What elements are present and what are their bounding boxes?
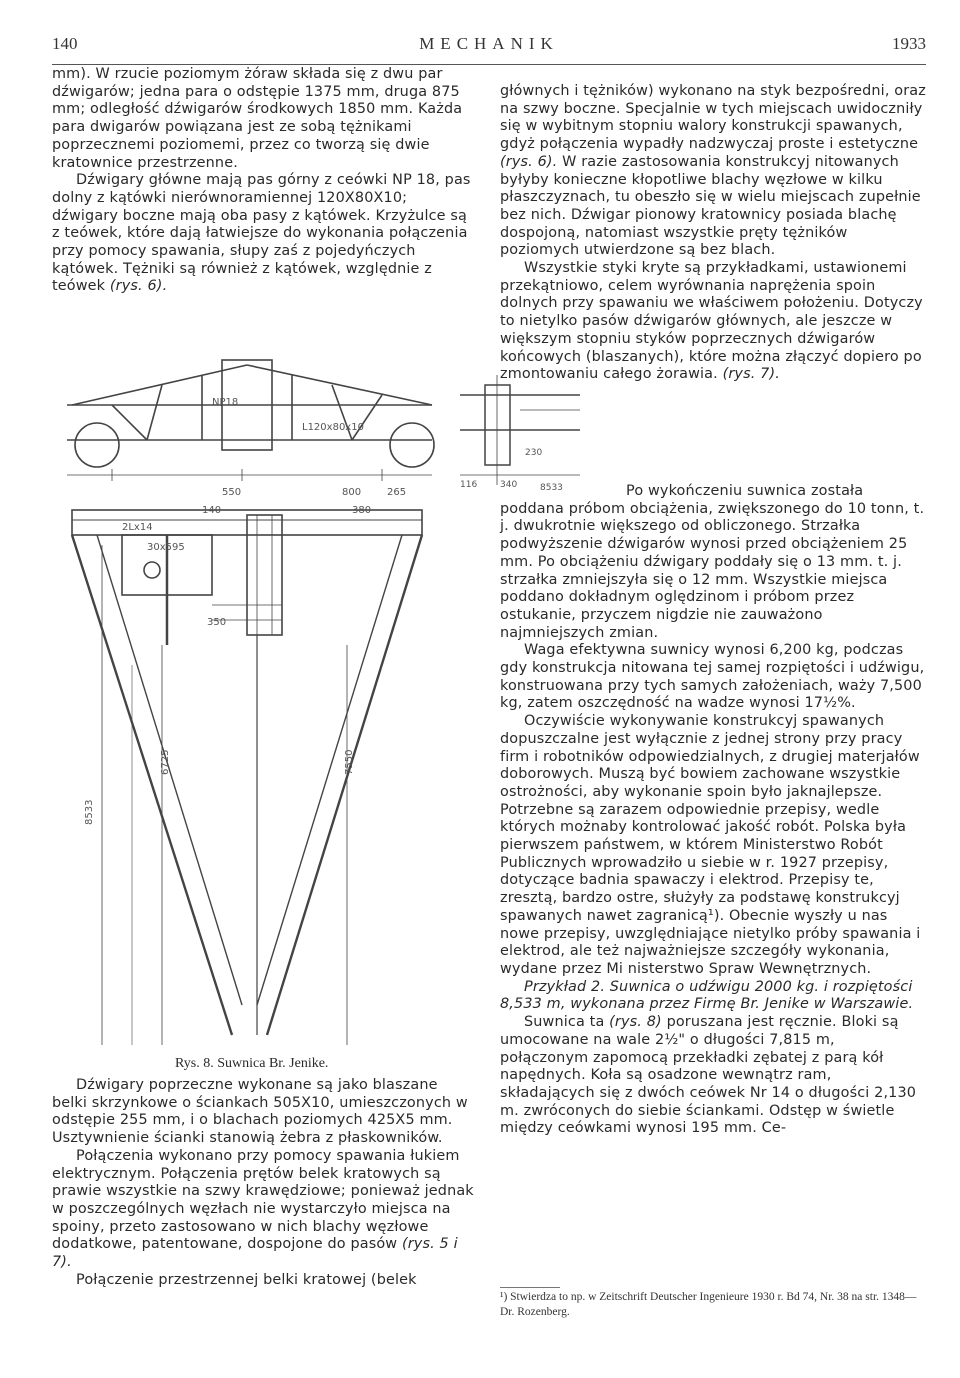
paragraph: głównych i tężników) wykonano na styk bezpośredni, oraz na szwy boczne. Specjalnie w tych miejscach uwidoczniły się w wybitnym stopniu walory konstrukcji spawanych, gdyż połączenia wypadły nadzwyczaj proste i estetyczne (rys. 6). W razie zastosowania konstrukcyj nitowanych byłyby konieczne kłopotliwe blachy węzłowe w kilku płaszczyznach, tu obeszło się w wielu miejscach zupełnie bez nich. Dźwigar pionowy kratownicy posiada blachę dospojoną, natomiast wszystkie pręty tężników poziomych utwierdzone są bez blach.	[500, 83, 926, 259]
footnote-rule	[500, 1287, 560, 1288]
leg-right-inner	[257, 535, 402, 1005]
wheel-left	[75, 423, 119, 467]
paragraph: Dźwigary poprzeczne wykonane są jako blaszane belki skrzynkowe o ściankach 505X10, umieszczonych w odstępie 255 mm, i o blachach poziomych 425X5 mm. Usztywnienie ścianki stanowią żebra z płaskowników.	[52, 1077, 468, 1147]
section-label: 2Lx14	[122, 522, 153, 533]
dimension-label: 8533	[84, 799, 95, 825]
crane-drawing-figure	[52, 345, 492, 1055]
dimension-label: 800	[342, 487, 362, 498]
paragraph: Połączenia wykonano przy pomocy spawania łukiem elektrycznym. Połączenia prętów belek kratowych są prawie wszystkie na szwy krawędziowe; ponieważ jednak w poszczególnych węzłach nie wystarczyło miejsca na spoiny, przeto zastosowano w nich blachy węzłowe dodatkowe, patentowane, dospojone do pasów (rys. 5 i 7).	[52, 1147, 474, 1271]
section-label: L120x80x10	[302, 422, 364, 433]
paragraph: Waga efektywna suwnicy wynosi 6,200 kg, podczas gdy konstrukcja nitowana tej samej rozpiętości i udźwigu, konstruowana przy tych samych założeniach, waży 7,500 kg, zatem oszczędność na wadze wynosi 17½%.	[500, 642, 925, 712]
wheel-right	[390, 423, 434, 467]
dimension-label: 140	[202, 505, 222, 516]
page-number: 140	[52, 34, 78, 53]
center-column	[247, 515, 282, 635]
dimension-label: 6725	[160, 749, 171, 775]
paragraph: Wszystkie styki kryte są przykładkami, ustawionemi przekątniowo, celem wyrównania naprężenia spoin dolnych przy spawaniu we właściwem położeniu. Dotyczy to nietylko pasów dźwigarów głównych, ale jeszcze w większym stopniu styków poprzecznych dźwigarów końcowych (blaszanych), które można złączyć dopiero po zmontowaniu całego żorawia. (rys. 7).	[500, 260, 923, 383]
paragraph: Po wykończeniu suwnica została poddana próbom obciążenia, zwiększonego do 10 tonn, t. j. dwukrotnie większego od obliczonego. Strzałka podwyższenie dźwigarów wynosi przed obciążeniem 25 mm. Po obciążeniu dźwigary poddały się o 13 mm. t. j. strzałka zmniejszyła się o 12 mm. Wszystkie miejsca poddano dokładnym oględzinom i próbom przez ostukanie, przyczem nigdzie nie zauważono najmniejszych zmian.	[500, 483, 925, 641]
figure-reference: (rys. 8)	[609, 1014, 662, 1031]
section-label: 30x595	[147, 542, 185, 553]
joint-detail-drawing	[440, 355, 590, 495]
example-heading: Przykład 2. Suwnica o udźwigu 2000 kg. i rozpiętości 8,533 m, wykonana przez Firmę Br. Jenike w Warszawie.	[500, 978, 914, 1013]
dimension-label: 8533	[540, 483, 563, 493]
paragraph: mm). W rzucie poziomym żóraw składa się z dwu par dźwigarów; jedna para o odstępie 1375 mm, druga 875 mm; odległość dźwigarów środkowych 1850 mm. Każda para dwigarów powiązana jest ze sobą tężnikami poprzecznemi poziomemi, przez co tworzą się dwie kratownice przestrzenne.	[52, 66, 463, 171]
figure-reference: (rys. 7).	[722, 366, 780, 383]
magazine-title: MECHANIK	[419, 34, 559, 53]
dimension-label: 380	[352, 505, 372, 516]
paragraph: Suwnica ta (rys. 8) poruszana jest ręcznie. Bloki są umocowane na wale 2½" o długości 7,815 m, połączonym zapomocą przekładki zębatej z parą kół napędnych. Koła są osadzone wewnątrz ram, składających się z dwóch ceówek Nr 14 o długości 2,130 m. zwróconych do siebie ściankami. Odstęp w świetle między ceówkami wynosi 195 mm. Ce-	[500, 1014, 917, 1137]
dimension-label: 116	[460, 480, 478, 490]
leg-right-outer	[267, 535, 422, 1035]
paragraph: Dźwigary główne mają pas górny z ceówki NP 18, pas dolny z kątówki nierównoramiennej 120X80X10; dźwigary boczne mają oba pasy z kątówek. Krzyżulce są z teówek, które dają łatwiejsze do wykonania połączenia przy pomocy spawania, słupy zaś z pojedyńczych kątówek. Tężniki są również z kątówek, względnie z teówek (rys. 6).	[52, 172, 471, 295]
paragraph: Połączenie przestrzennej belki kratowej (belek	[76, 1271, 417, 1288]
dimension-label: 7550	[344, 749, 355, 775]
dimension-label: 350	[207, 617, 227, 628]
figure-reference: (rys. 6).	[109, 278, 168, 295]
left-column-top	[52, 66, 474, 296]
year: 1933	[892, 34, 926, 53]
footnote: ¹) Stwierdza to np. w Zeitschrift Deutscher Ingenieure 1930 r. Bd 74, Nr. 38 na str. 1348—Dr. Rozenberg.	[500, 1291, 917, 1318]
leg-left-outer	[72, 535, 232, 1035]
figure-reference: (rys. 6).	[500, 153, 558, 170]
dimension-label: 550	[222, 487, 242, 498]
dimension-label: 340	[500, 480, 518, 490]
figure-reference: (rys. 5 i 7).	[52, 1236, 458, 1271]
joint-detail-figure	[440, 355, 590, 495]
section-label: NP18	[212, 397, 239, 408]
dimension-label: 265	[387, 487, 407, 498]
paragraph: Oczywiście wykonywanie konstrukcyj spawanych dopuszczalne jest wyłącznie z jednej strony przy pracy firm i robotników odpowiedzialnych, z drugiej materjałów doborowych. Muszą być bowiem zachowane wszystkie ostrożności, aby wykonanie spoin było jaknajlepsze. Potrzebne są zarazem odpowiednie przepisy, wedle których możnaby kontrolować jakość robót. Polska była pierwszem państwem, w którem Ministerstwo Robót Publicznych wprowadziło u siebie w r. 1927 przepisy, dotyczące badnia spawaczy i elektrod. Przepisy te, zresztą, bardzo ostre, służyły za podstawę konstrukcyj spawanych nawet zagranicą¹). Obecnie wyszły u nas nowe przepisy, uwzględniające nietylko próby spawania i elektrod, ale też najważniejsze szczegóły wykonania, wydane przez Mi nisterstwo Spraw Wewnętrznych.	[500, 713, 921, 977]
dimension-label: 230	[525, 448, 543, 458]
truss-rafter-right	[247, 365, 432, 405]
right-column-bottom	[500, 483, 926, 1138]
left-column-bottom	[52, 1077, 474, 1289]
figure-caption: Rys. 8. Suwnica Br. Jenike.	[175, 1056, 329, 1071]
crane-drawing	[52, 345, 492, 1055]
page-header	[52, 34, 926, 58]
header-rule	[52, 64, 926, 65]
right-column-top	[500, 83, 926, 384]
